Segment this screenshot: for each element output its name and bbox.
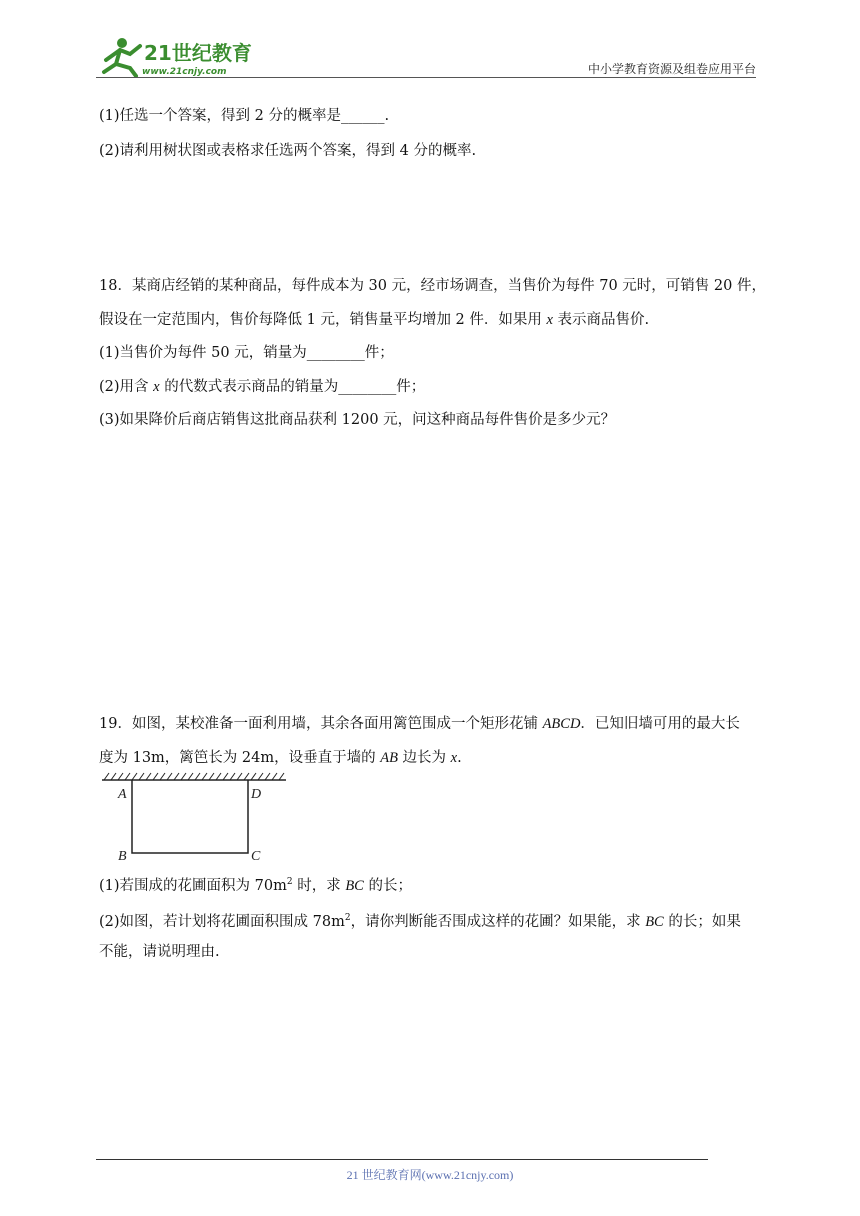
q19-stem-text: 19．如图，某校准备一面利用墙，其余各面用篱笆围成一个矩形花铺 — [99, 716, 543, 732]
header-platform-text: 中小学教育资源及组卷应用平台 — [587, 62, 756, 76]
label-A: A — [118, 787, 127, 802]
q19-part1-text3: 的长； — [363, 878, 412, 894]
q18-part2-text-end: 的代数式表示商品的销量为________件； — [159, 379, 426, 395]
q19-part1-text2: 时，求 — [292, 878, 346, 894]
q18-stem-line2 — [99, 310, 649, 330]
q19-part2-text2: ，请你判断能否围成这样的花圃？如果能，求 — [350, 914, 646, 930]
label-bc: BC — [645, 914, 664, 930]
var-x: x — [450, 750, 458, 766]
q19-part2-text: (2)如图，若计划将花圃面积围成 78m — [99, 914, 345, 930]
q18-stem-text: 假设在一定范围内，售价每降低 1 元，销售量平均增加 2 件．如果用 — [99, 312, 547, 328]
q19-stem-text3: 边长为 — [397, 750, 451, 766]
var-x: x — [546, 312, 553, 328]
q17-part2: (2)请利用树状图或表格求任选两个答案，得到 4 分的概率. — [99, 143, 477, 159]
logo-url: www.21cnjy.com — [142, 67, 227, 77]
q19-part2-line2: 不能，请说明理由. — [99, 944, 220, 960]
label-B: B — [118, 849, 127, 864]
label-D: D — [251, 787, 262, 802]
superscript-2: 2 — [344, 913, 351, 923]
q18-part2-text: (2)用含 — [99, 379, 154, 395]
q18-part2 — [99, 377, 425, 397]
logo-title: 21世纪教育 — [144, 41, 252, 65]
q18-stem-line1: 18．某商店经销的某种商品，每件成本为 30 元，经市场调查，当售价为每件 70 元时，可销售 20 件， — [99, 278, 766, 294]
q18-stem-text-end: 表示商品售价. — [552, 312, 650, 328]
label-C: C — [251, 849, 261, 864]
garden-figure — [100, 770, 290, 865]
runner-icon — [104, 38, 140, 76]
q18-part3: (3)如果降价后商店销售这批商品获利 1200 元，问这种商品每件售价是多少元？ — [99, 412, 616, 428]
q19-part2-text3: 的长；如果 — [663, 914, 741, 930]
fence-rectangle — [132, 780, 248, 853]
q19-stem-line1 — [99, 714, 740, 734]
site-logo — [96, 34, 266, 78]
q19-part1 — [99, 872, 412, 896]
q19-stem-text2: 度为 13m，篱笆长为 24m，设垂直于墙的 — [99, 750, 381, 766]
label-abcd: ABCD — [542, 716, 581, 732]
superscript-2: 2 — [286, 877, 293, 887]
label-bc: BC — [345, 878, 364, 894]
q18-part1: (1)当售价为每件 50 元，销量为________件； — [99, 345, 394, 361]
q19-part1-text: (1)若围成的花圃面积为 70m — [99, 878, 287, 894]
q19-stem-text4: . — [457, 750, 462, 766]
wall-hatching — [104, 773, 284, 780]
header-divider — [96, 77, 756, 78]
q17-part1: (1)任选一个答案，得到 2 分的概率是______. — [99, 108, 390, 124]
q19-part2-line1 — [99, 908, 741, 932]
footer-site-text: 21 世纪教育网(www.21cnjy.com) — [346, 1168, 514, 1182]
label-ab: AB — [380, 750, 398, 766]
footer-divider — [96, 1159, 708, 1160]
q19-stem-line2 — [99, 748, 462, 768]
var-x: x — [153, 379, 160, 395]
q19-stem-text-end: ．已知旧墙可用的最大长 — [580, 716, 740, 732]
